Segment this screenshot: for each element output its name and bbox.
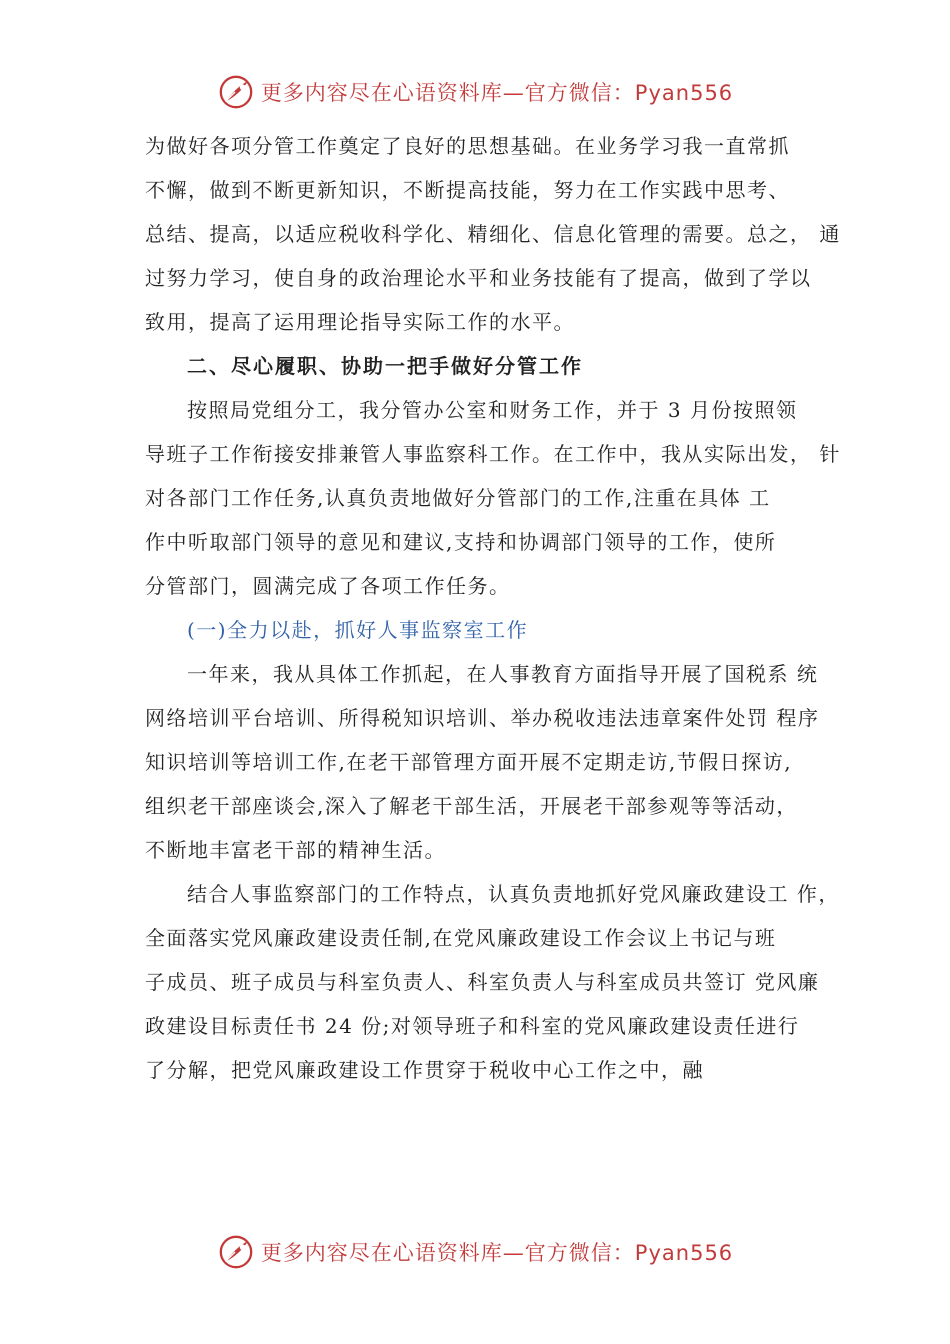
paragraph-line: 总结、提高，以适应税收科学化、精细化、信息化管理的需要。总之， 通 [145,222,841,246]
paragraph-line: 致用，提高了运用理论指导实际工作的水平。 [145,310,575,334]
footer-banner [0,1232,950,1272]
header-banner-text: 更多内容尽在心语资料库—官方微信：Pyan556 [260,81,734,105]
paragraph-line: 知识培训等培训工作,在老干部管理方面开展不定期走访,节假日探访, [145,750,793,774]
paragraph-line: 不断地丰富老干部的精神生活。 [145,838,446,862]
feather-pen-logo-icon [217,1233,255,1271]
paragraph-line: 全面落实党风廉政建设责任制,在党风廉政建设工作会议上书记与班 [145,926,777,950]
paragraph-line: 一年来，我从具体工作抓起，在人事教育方面指导开展了国税系 统 [187,662,819,686]
paragraph-line: 子成员、班子成员与科室负责人、科室负责人与科室成员共签订 党风廉 [145,970,820,994]
paragraph-line: 作中听取部门领导的意见和建议,支持和协调部门领导的工作，使所 [145,530,777,554]
paragraph-line: 了分解，把党风廉政建设工作贯穿于税收中心工作之中，融 [145,1058,704,1082]
paragraph-line: 过努力学习，使自身的政治理论水平和业务技能有了提高，做到了学以 [145,266,812,290]
section-heading: 二、尽心履职、协助一把手做好分管工作 [187,354,583,378]
feather-pen-logo-icon [217,73,255,111]
paragraph-line: 结合人事监察部门的工作特点，认真负责地抓好党风廉政建设工 作， [187,882,840,906]
document-body [145,124,841,1092]
paragraph-line: 政建设目标责任书 24 份;对领导班子和科室的党风廉政建设责任进行 [145,1014,800,1038]
paragraph-line: 导班子工作衔接安排兼管人事监察科工作。在工作中，我从实际出发， 针 [145,442,841,466]
paragraph-line: 网络培训平台培训、所得税知识培训、举办税收违法违章案件处罚 程序 [145,706,820,730]
footer-banner-text: 更多内容尽在心语资料库—官方微信：Pyan556 [260,1241,734,1265]
subsection-heading: (一)全力以赴，抓好人事监察室工作 [187,618,529,642]
paragraph-line: 组织老干部座谈会,深入了解老干部生活，开展老干部参观等等活动， [145,794,798,818]
paragraph-line: 对各部门工作任务,认真负责地做好分管部门的工作,注重在具体 工 [145,486,771,510]
paragraph-line: 按照局党组分工，我分管办公室和财务工作，并于 3 月份按照领 [187,398,798,422]
paragraph-line: 为做好各项分管工作奠定了良好的思想基础。在业务学习我一直常抓 [145,134,790,158]
header-banner [0,72,950,112]
paragraph-line: 分管部门，圆满完成了各项工作任务。 [145,574,511,598]
paragraph-line: 不懈，做到不断更新知识，不断提高技能，努力在工作实践中思考、 [145,178,790,202]
